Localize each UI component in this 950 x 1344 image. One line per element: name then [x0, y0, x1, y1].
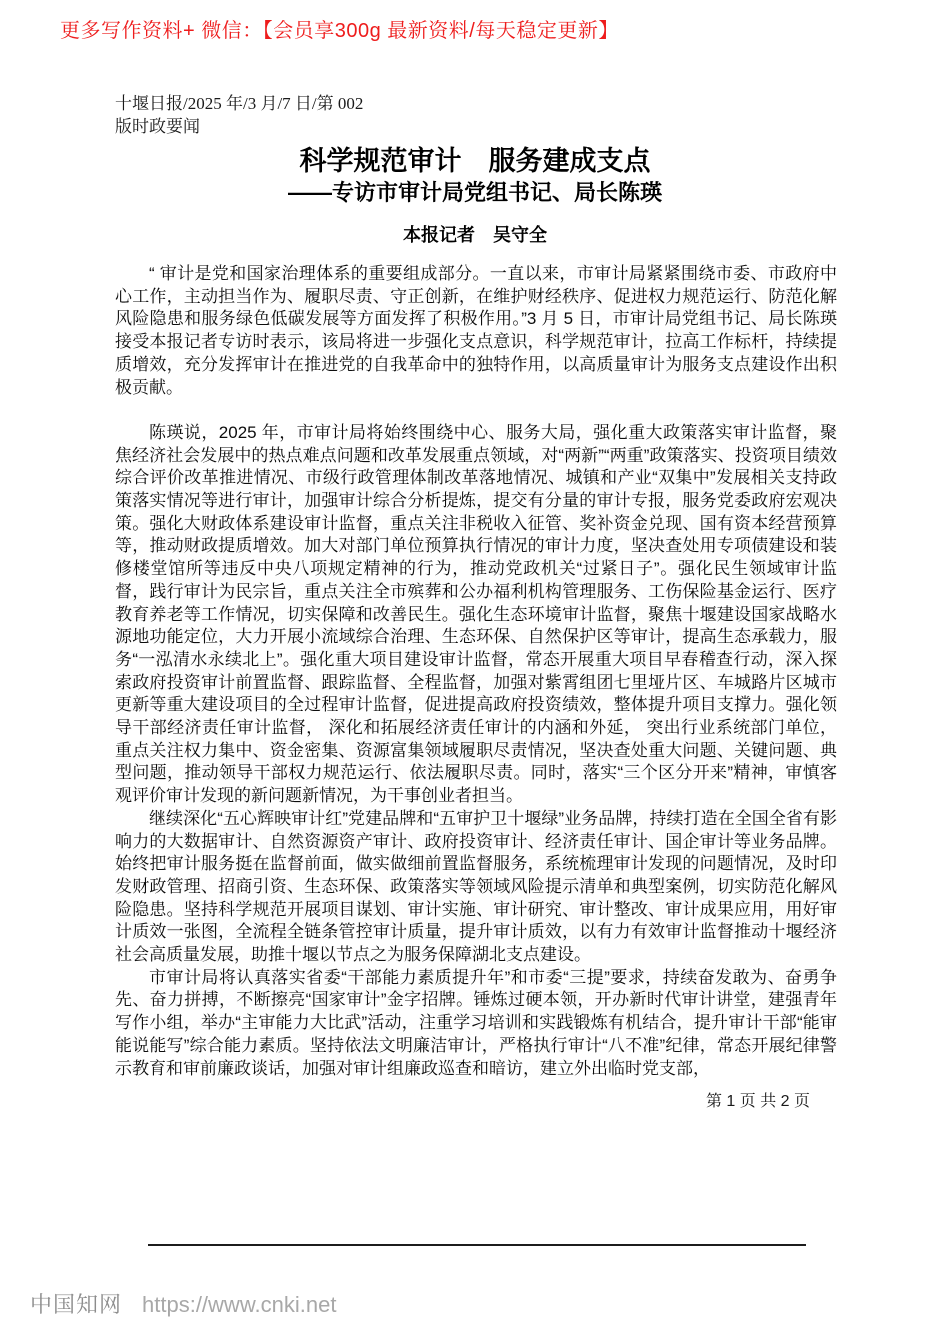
publication-section-line: 版时政要闻 — [115, 117, 200, 136]
promo-banner-text: 更多写作资料+ 微信：【会员享300g 最新资料/每天稳定更新】 — [60, 20, 619, 42]
publication-date-line: 十堰日报/2025 年/3 月/7 日/第 002 — [115, 94, 364, 113]
paragraph-1: “ 审计是党和国家治理体系的重要组成部分。一直以来，市审计局紧紧围绕市委、市政府中心工作，主动担当作为、履职尽责、守正创新，在维护财经秩序、促进权力规范运行、防范化解风险隐患和服务绿色低碳发展等方面发挥了积极作用。”3 月 5 日，市审计局党组书记、局长陈瑛接受本报记者专访时表示，该局将进一步强化支点意识，科学规范审计，拉高工作标杆，持续提质增效，充分发挥审计在推进党的自我革命中的独特作用，以高质量审计为服务支点建设作出积极贡献。 — [115, 264, 837, 397]
cnki-watermark — [30, 1288, 336, 1319]
article-byline: 本报记者 吴守全 — [403, 225, 547, 245]
paragraph-2: 陈瑛说，2025 年，市审计局将始终围绕中心、服务大局，强化重大政策落实审计监督，聚焦经济社会发展中的热点难点问题和改革发展重点领域，对“两新”“两重”政策落实、投资项目绩效综合评价改革推进情况、市级行政管理体制改革落地情况、城镇和产业“双集中”发展相关支持政策落实情况等进行审计，加强审计综合分析提炼，提交有分量的审计专报，服务党委政府宏观决策。强化大财政体系建设审计监督，重点关注非税收入征管、奖补资金兑现、国有资本经营预算等，推动财政提质增效。加大对部门单位预算执行情况的审计力度，坚决查处用专项债建设和装修楼堂馆所等违反中央八项规定精神的行为，推动党政机关“过紧日子”。强化民生领域审计监督，践行审计为民宗旨，重点关注全市殡葬和公办福利机构管理服务、工伤保险基金运行、医疗教育养老等工作情况，切实保障和改善民生。强化生态环境审计监督，聚焦十堰建设国家战略水源地功能定位，大力开展小流域综合治理、生态环保、自然保护区等审计，提高生态承载力，服务“一泓清水永续北上”。强化重大项目建设审计监督，常态开展重大项目早春稽查行动，深入探索政府投资审计前置监督、跟踪监督、全程监督，加强对紫霄组团七里垭片区、车城路片区城市更新等重大建设项目的全过程审计监督，促进提高政府投资绩效，整体提升项目支撑力。强化领导干部经济责任审计监督， 深化和拓展经济责任审计的内涵和外延， 突出行业系统部门单位，重点关注权力集中、资金密集、资源富集领域履职尽责情况，坚决查处重大问题、关键问题、典型问题，推动领导干部权力规范运行、依法履职尽责。同时，落实“三个区分开来”精神，审慎客观评价审计发现的新问题新情况，为干事创业者担当。 — [115, 422, 837, 806]
paragraph-4: 市审计局将认真落实省委“干部能力素质提升年”和市委“三提”要求，持续奋发敢为、奋勇争先、奋力拼搏，不断擦亮“国家审计”金字招牌。锤炼过硬本领，开办新时代审计讲堂，建强青年写作小组，举办“主审能力大比武”活动，注重学习培训和实践锻炼有机结合，提升审计干部“能审能说能写”综合能力素质。坚持依法文明廉洁审计，严格执行审计“八不准”纪律，常态开展纪律警示教育和审前廉政谈话，加强对审计组廉政巡查和暗访，建立外出临时党支部， — [115, 967, 837, 1078]
page-number-indicator: 第 1 页 共 2 页 — [705, 1093, 810, 1110]
article-title: 科学规范审计 服务建成支点 — [299, 146, 651, 176]
cnki-site-name: 中国知网 — [30, 1292, 123, 1317]
paragraph-3: 继续深化“五心辉映审计红”党建品牌和“五审护卫十堰绿”业务品牌，持续打造在全国全省有影响力的大数据审计、自然资源资产审计、政府投资审计、经济责任审计、国企审计等业务品牌。始终把审计服务挺在监督前面，做实做细前置监督服务，系统梳理审计发现的问题情况，及时印发财政管理、招商引资、生态环保、政策落实等领域风险提示清单和典型案例，切实防范化解风险隐患。坚持科学规范开展项目谋划、审计实施、审计研究、审计整改、审计成果应用，用好审计质效一张图，全流程全链条管控审计质量，提升审计质效，以有力有效审计监督推动十堰经济社会高质量发展，助推十堰以节点之为服务保障湖北支点建设。 — [115, 808, 837, 965]
cnki-site-url-link[interactable]: https://www.cnki.net — [142, 1292, 337, 1317]
footer-divider-line — [148, 1244, 806, 1246]
article-body — [115, 263, 837, 1080]
publication-meta — [115, 92, 363, 138]
article-subtitle: ——专访市审计局党组书记、局长陈瑛 — [287, 180, 662, 205]
